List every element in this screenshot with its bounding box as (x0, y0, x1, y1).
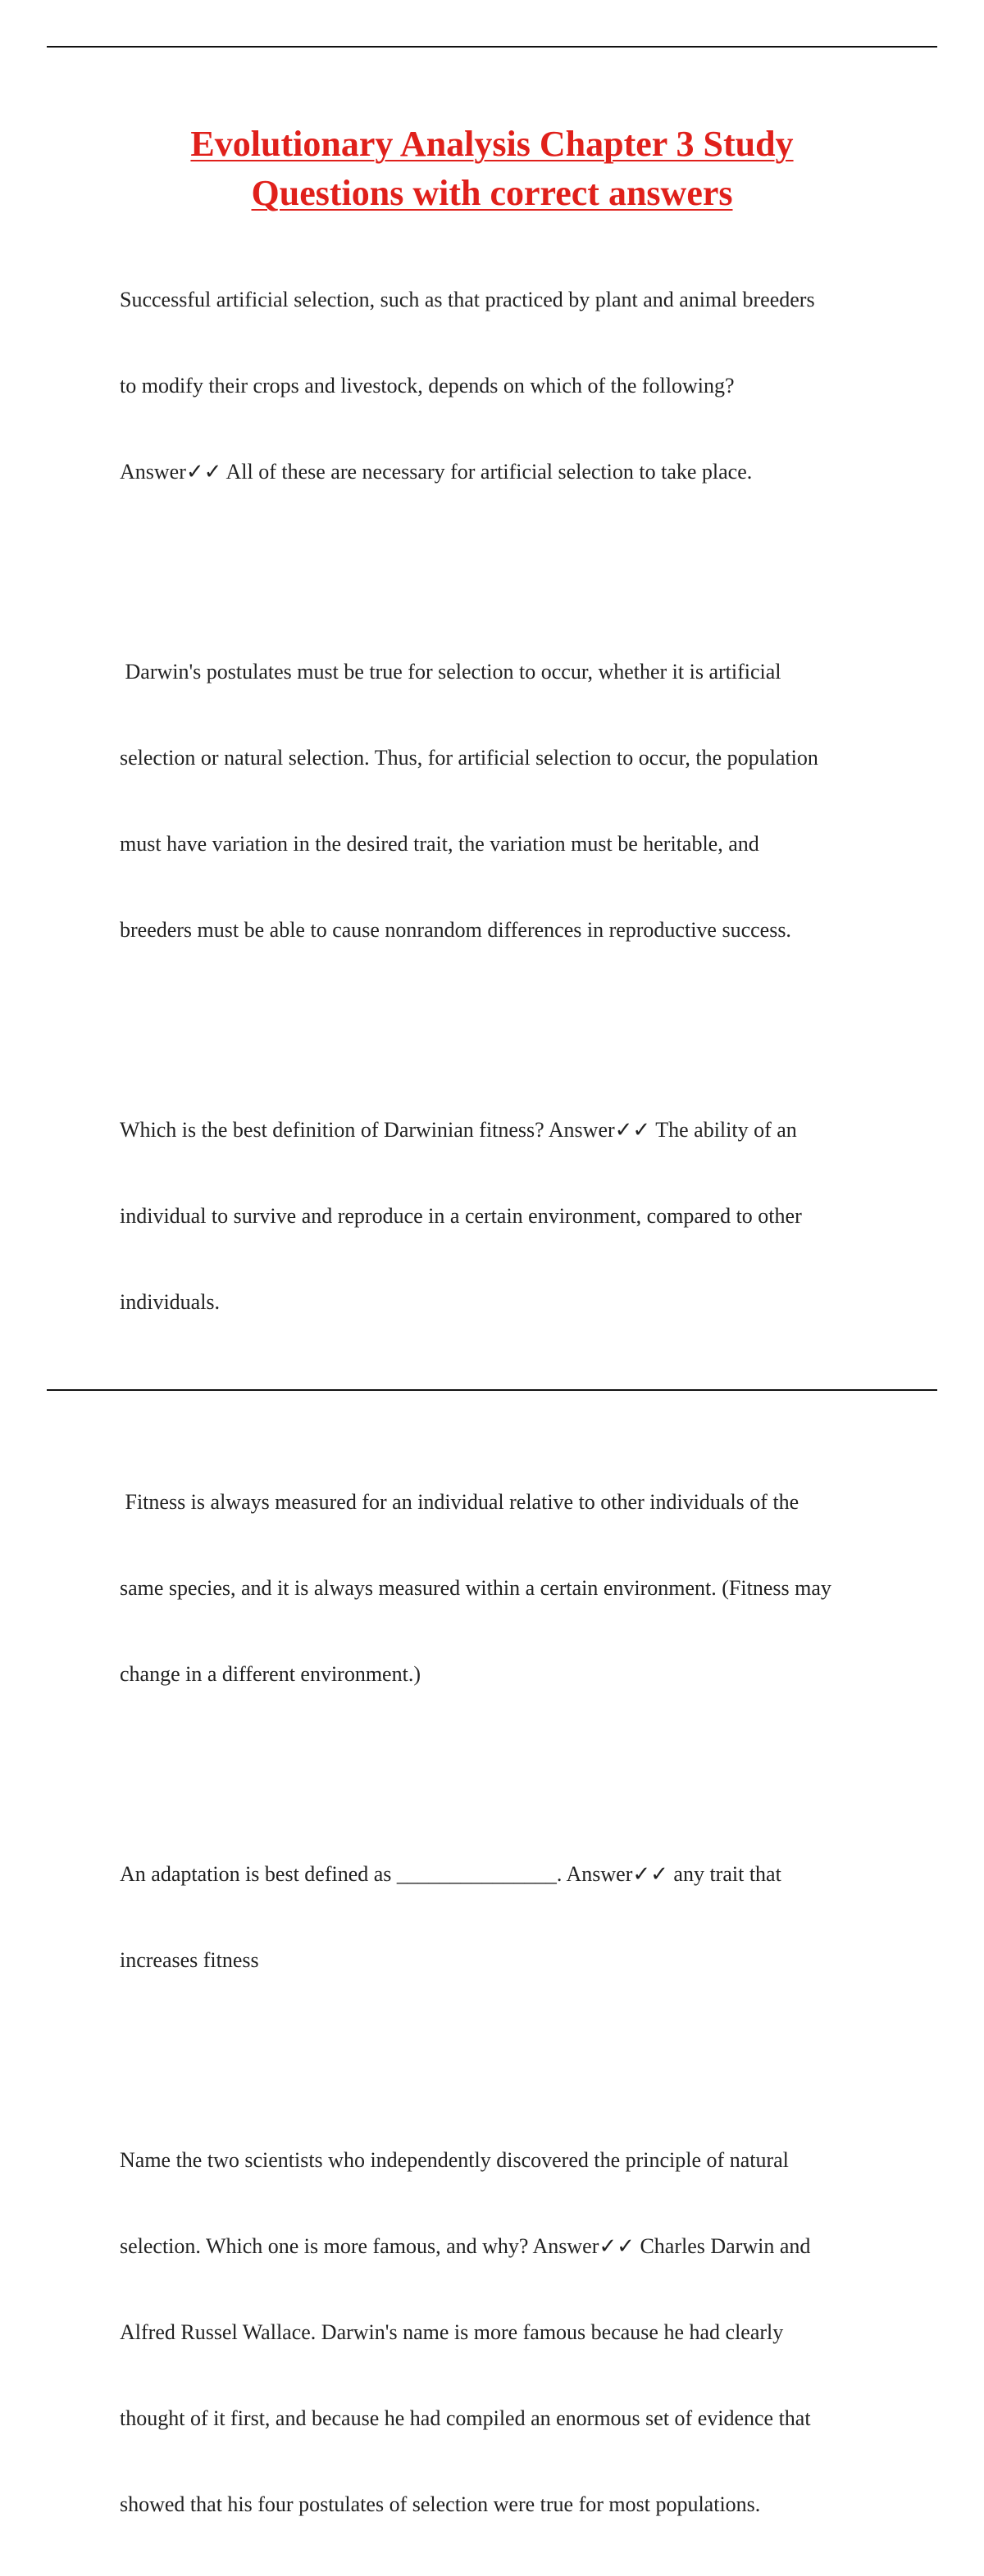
question-4-line-4: thought of it first, and because he had compiled an enormous set of evidence that (120, 2406, 811, 2430)
question-2 (120, 1058, 899, 1374)
explanation-1-line-1: Darwin's postulates must be true for selection to occur, whether it is artificial (120, 660, 781, 684)
question-4 (120, 2088, 899, 2576)
explanation-2-line-3: change in a different environment.) (120, 1662, 421, 1686)
question-3-line-2: increases fitness (120, 1948, 259, 1972)
question-4-line-1: Name the two scientists who independently discovered the principle of natural (120, 2148, 789, 2172)
question-3-line-1: An adaptation is best defined as _______________. Answer✓✓ any trait that (120, 1862, 781, 1886)
question-2-line-2: individual to survive and reproduce in a certain environment, compared to other (120, 1204, 802, 1228)
question-1-line-2: to modify their crops and livestock, depends on which of the following? (120, 374, 735, 398)
explanation-2-line-1: Fitness is always measured for an individual relative to other individuals of the (120, 1490, 800, 1514)
question-3 (120, 1802, 899, 2032)
question-4-line-5: showed that his four postulates of selection were true for most populations. (120, 2492, 761, 2516)
explanation-1-line-4: breeders must be able to cause nonrandom differences in reproductive success. (120, 918, 791, 942)
title-line-1: Evolutionary Analysis Chapter 3 Study (190, 124, 794, 164)
top-rule (47, 46, 937, 48)
explanation-1 (120, 600, 899, 1002)
question-1-line-1: Successful artificial selection, such as that practiced by plant and animal breeders (120, 288, 815, 311)
explanation-1-line-3: must have variation in the desired trait, the variation must be heritable, and (120, 832, 759, 856)
question-4-line-2: selection. Which one is more famous, and why? Answer✓✓ Charles Darwin and (120, 2234, 811, 2258)
question-1-line-3: Answer✓✓ All of these are necessary for artificial selection to take place. (120, 460, 753, 484)
bottom-rule (47, 1389, 937, 1391)
question-1 (120, 228, 899, 543)
question-2-line-1: Which is the best definition of Darwinian fitness? Answer✓✓ The ability of an (120, 1118, 797, 1142)
explanation-1-line-2: selection or natural selection. Thus, for artificial selection to occur, the population (120, 746, 818, 770)
explanation-2-line-2: same species, and it is always measured within a certain environment. (Fitness may (120, 1576, 831, 1600)
question-2-line-3: individuals. (120, 1290, 221, 1314)
explanation-2 (120, 1430, 899, 1746)
question-4-line-3: Alfred Russel Wallace. Darwin's name is more famous because he had clearly (120, 2320, 784, 2344)
title-line-2: Questions with correct answers (251, 173, 733, 213)
document-body (120, 228, 899, 2576)
document-title (98, 120, 886, 218)
